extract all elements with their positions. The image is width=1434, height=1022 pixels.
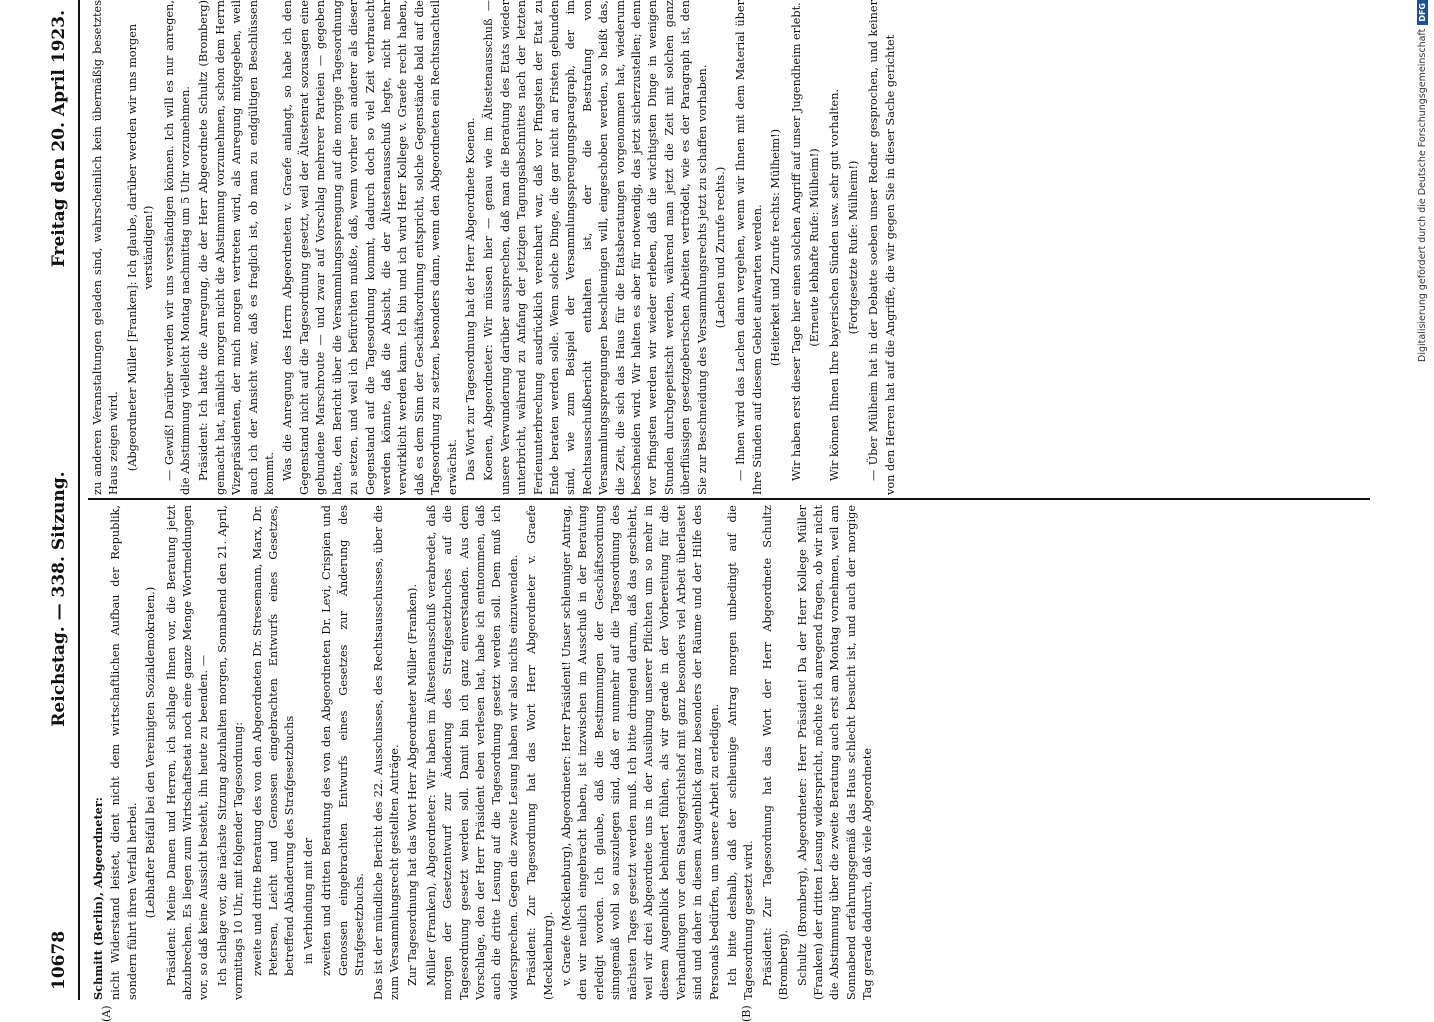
interjection: (Erneute lebhafte Rufe: Mülheim!)	[808, 148, 822, 347]
paragraph: Ich bitte deshalb, daß der schleunige Antrag morgen unbedingt auf die Tagesordnung gesetzt wird.	[726, 505, 756, 1000]
paragraph: Das Wort zur Tagesordnung hat der Herr Abgeordnete Koenen.	[463, 117, 477, 481]
paragraph: Wir können Ihnen Ihre bayerischen Sünden usw. sehr gut vorhalten.	[828, 88, 842, 481]
speaker-heading: Schmitt (Berlin), Abgeordneter:	[91, 797, 105, 1000]
interjection: (Abgeordneter Müller [Franken]: Ich glaube, darüber werden wir uns morgen verständigen!)	[125, 23, 156, 472]
margin-mark-a: (A)	[100, 1005, 113, 1022]
right-column	[90, 0, 1370, 495]
session-date: Freitag den 20. April 1923.	[49, 10, 69, 268]
paragraph: Das ist der mündliche Bericht des 22. Ausschusses, des Rechtsausschusses, über die zum Versammlungsrecht gestellten Anträge.	[371, 505, 401, 1000]
interjection: (Fortgesetzte Rufe: Mülheim!)	[846, 160, 860, 335]
paragraph: Zur Tagesordnung hat das Wort Herr Abgeordneter Müller (Franken).	[406, 583, 420, 986]
column-divider	[88, 498, 1370, 500]
dfg-logo-icon: DFG	[1417, 0, 1428, 25]
agenda-item: zweiten und dritten Beratung des von den Abgeordneten Dr. Levi, Crispien und Genossen eingebrachten Entwurfs eines Gesetzes zur Änderung des Strafgesetzbuchs.	[320, 505, 367, 976]
interjection: (Lachen und Zurufe rechts.)	[714, 166, 728, 329]
digitization-credit: Digitalisierung gefördert durch die Deutsche Forschungsgemeinschaft	[1416, 28, 1428, 362]
speech: Präsident: Zur Tagesordnung hat das Wort der Herr Abgeordnete Schultz (Bromberg).	[760, 505, 791, 1000]
paragraph: — Ihnen wird das Lachen dann vergehen, wenn wir Ihnen mit dem Material über Ihre Sünden auf diesem Gebiet aufwarten werden.	[734, 0, 764, 495]
paragraph: — Über Mülheim hat in der Debatte soeben unser Redner gesprochen, und keiner von den Herren hat auf die Angriffe, die wir gegen Sie in dieser Sache gerichtet	[867, 0, 897, 495]
margin-mark-b: (B)	[740, 1005, 753, 1022]
page-header	[40, 0, 80, 1000]
paragraph: nicht Widerstand leistet, dient nicht dem wirtschaftlichen Aufbau der Republik, sondern führt ihren Verfall herbei.	[109, 505, 139, 1000]
digitization-sidebar	[1410, 0, 1434, 1000]
speech: Präsident: Zur Tagesordnung hat das Wort Herr Abgeordneter v. Graefe (Mecklenburg).	[525, 505, 555, 1000]
paragraph: Was die Anregung des Herrn Abgeordneten v. Graefe anlangt, so habe ich den Gegenstand nicht auf die Tagesordnung gesetzt, weil der Ältestenrat sozusagen eine gebundene Marschroute — und zwar auf Vorschlag mehrerer Parteien — gegeben hatte, den Bericht über die Versammlungssprengung auf die morgige Tagesordnung zu setzen, und weil ich befürchten mußte, daß, wenn vorher ein anderer als dieser Gegenstand auf die Tagesordnung kommt, dadurch doch so viel Zeit verbraucht werden könnte, daß die Absicht, die der Ältestenausschuß hegte, nicht mehr verwirklicht werden kann. Ich bin und ich wird Herr Kollege v. Graefe recht haben, daß es dem Sinn der Geschäftsordnung entspricht, solche Gegenstände bald auf die Tagesordnung zu setzen, besonders dann, wenn den Abgeordneten ein Rechtsnachteil erwächst.	[281, 0, 459, 495]
speech: Müller (Franken), Abgeordneter: Wir haben im Ältestenausschuß verabredet, daß morgen der Gesetzentwurf zur Änderung des Strafgesetzbuches auf die Tagesordnung gesetzt werden soll. Damit bin ich ganz einverstanden. Aus dem Vorschlage, den der Herr Präsident eben verlesen hat, habe ich entnommen, daß auch die dritte Lesung auf die Tagesordnung gesetzt werden soll. Dem muß ich widersprechen. Gegen die zweite Lesung haben wir also nichts einzuwenden.	[424, 505, 520, 1000]
paragraph: Präsident: Meine Damen und Herren, ich schlage Ihnen vor, die Beratung jetzt abzubrechen. Es liegen zum Wirtschaftsetat noch eine ganze Menge Wortmeldungen vor, so daß keine Aussicht besteht, ihn heute zu beenden. —	[164, 505, 211, 1000]
agenda-item: zweite und dritte Beratung des von den Abgeordneten Dr. Stresemann, Marx, Dr. Petersen, Leicht und Genossen eingebrachten Entwurfs eines Gesetzes, betreffend Abänderung des Strafgesetzbuchs	[250, 505, 297, 976]
interjection: (Lebhafter Beifall bei den Vereinigten Sozialdemokraten.)	[144, 586, 158, 919]
session-title: Reichstag. — 338. Sitzung.	[49, 471, 69, 727]
speech: Schultz (Bromberg), Abgeordneter: Herr Präsident! Da der Herr Kollege Müller (Franken) der dritten Lesung widerspricht, möchte ich anregend fragen, ob wir nicht die Abstimmung über die zweite Beratung auch erst am Montag vornehmen, weil am Sonnabend erfahrungsgemäß das Haus schlecht besucht ist, und auch der morgige Tag gerade dadurch, daß viele Abgeordnete	[795, 505, 875, 1000]
left-column	[90, 505, 1370, 1000]
document-page	[40, 0, 1370, 1022]
paragraph: zu anderen Veranstaltungen geladen sind, wahrscheinlich kein übermäßig besetztes Haus zeigen wird.	[91, 0, 121, 495]
speech: v. Graefe (Mecklenburg), Abgeordneter: Herr Präsident! Unser schleuniger Antrag, den wir neulich eingebracht haben, ist inzwischen im Ausschuß in der Beratung erledigt worden. Ich glaube, daß die Bestimmungen der Geschäftsordnung sinngemäß wohl so auszulegen sind, daß er nunmehr auf die Tagesordnung des nächsten Tages gesetzt werden muß. Ich bitte dringend darum, daß das geschieht, weil wir drei Abgeordnete uns in der Ausübung unserer Pflichten um so mehr in diesem Augenblick behindert fühlen, als wir gerade in der Vorbereitung für die Verhandlungen vor dem Staatsgerichtshof mit ganz besonders viel Arbeit überlastet sind und daher in diesem Augenblick ganz besonders der Räume und der Hilfe des Personals bedürfen, um unsere Arbeit zu erledigen.	[559, 505, 721, 1000]
speech: Koenen, Abgeordneter: Wir müssen hier — genau wie im Ältestenausschuß — unsere Verwunderung darüber aussprechen, daß man die Beratung des Etats wieder unterbricht, während zu Anfang der jetzigen Tagungsabschnittes nach der letzten Ferienunterbrechung ausdrücklich vereinbart war, daß vor Pfingsten der Etat zu Ende beraten werden solle. Wenn solche Dinge, die gar nicht an Fristen gebunden sind, wie zum Beispiel der Versammlungssprengungsparagraph, der im Rechtsausschußbericht enthalten ist, der die Bestrafung von Versammlungssprengungen beschleunigen will, eingeschoben werden, so heißt das, die Zeit, die sich das Haus für die Etatsberatungen vorgenommen hat, wiederum beschneiden wird. Wir halten es aber für notwendig, das jetzt sicherzustellen; denn vor Pfingsten werden wir wieder erleben, daß die wichtigsten Dinge in wenigen Stunden durchgepeitscht werden, während man jetzt die Zeit mit solchen ganz überflüssigen gesetzgeberischen Arbeiten vertrödelt, wie es der Paragraph ist, den Sie zur Beschneidung des Versammlungsrechts jetzt zu schaffen vorhaben.	[482, 0, 709, 495]
paragraph: — Gewiß! Darüber werden wir uns verständigen können. Ich will es nur anregen, die Abstimmung vielleicht Montag nachmittag um 5 Uhr vorzunehmen.	[162, 0, 193, 495]
page-number: 10678	[49, 930, 69, 990]
sidebar-credit-row	[1414, 0, 1430, 1000]
paragraph: Wir haben erst dieser Tage hier einen solchen Angriff auf unser Jugendheim erlebt.	[789, 2, 803, 481]
interjection: (Heiterkeit und Zurufe rechts: Mülheim!)	[769, 128, 783, 367]
speech: Präsident: Ich hatte die Anregung, die der Herr Abgeordnete Schultz (Bromberg) gemacht hat, nämlich morgen nicht die Abstimmung vorzunehmen, schon dem Herrn Vizepräsidenten, der mich morgen vertreten wird, als Anregung mitgegeben, weil auch ich der Ansicht war, daß es fraglich ist, ob man zu endgültigen Beschlüssen kommt.	[197, 0, 277, 495]
paragraph: Ich schlage vor, die nächste Sitzung abzuhalten morgen, Sonnabend den 21. April, vormittags 10 Uhr, mit folgender Tagesordnung:	[215, 505, 246, 1000]
agenda-connector: in Verbindung mit der	[301, 837, 315, 964]
